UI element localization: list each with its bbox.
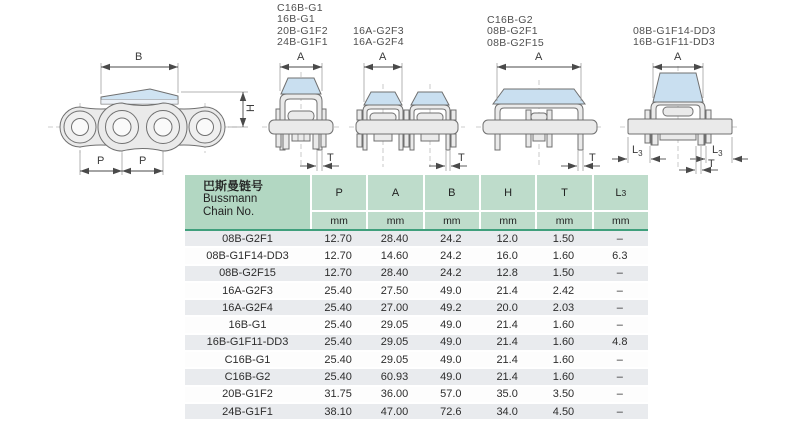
column-header-B: B mm bbox=[423, 175, 479, 229]
column-header-A: A mm bbox=[366, 175, 422, 229]
cell-t: 4.50 bbox=[552, 405, 575, 418]
table-body bbox=[185, 231, 648, 421]
cell-a: 29.05 bbox=[380, 319, 409, 332]
cell-l3: – bbox=[616, 388, 623, 401]
cell-p: 25.40 bbox=[324, 301, 352, 314]
extended-pin-bar bbox=[628, 119, 732, 134]
cell-t: 1.50 bbox=[552, 267, 575, 280]
pin-bar bbox=[356, 120, 458, 134]
dim-label-B: B bbox=[135, 51, 143, 63]
table-row bbox=[185, 369, 648, 386]
table-row bbox=[185, 352, 648, 369]
cell-t: 1.60 bbox=[552, 319, 575, 332]
dim-label-L3: $L_3$ bbox=[632, 144, 643, 159]
cell-p: 25.40 bbox=[324, 284, 352, 297]
dim-label-P: P bbox=[97, 155, 105, 167]
dim-label-A: A bbox=[535, 51, 543, 63]
cell-a: 27.50 bbox=[380, 284, 409, 297]
table-row bbox=[185, 300, 648, 317]
chain-model-group-4: 08B-G1F14-DD3 16B-G1F11-DD3 bbox=[633, 25, 716, 49]
cell-p: 25.40 bbox=[324, 319, 352, 332]
column-unit: mm bbox=[499, 214, 517, 227]
pin-bar bbox=[483, 120, 597, 134]
cell-t: 1.60 bbox=[552, 249, 575, 262]
column-unit: mm bbox=[612, 214, 630, 227]
cell-b: 49.0 bbox=[440, 284, 462, 297]
cell-h: 21.4 bbox=[496, 336, 518, 349]
cell-l3: – bbox=[616, 301, 623, 314]
cell-p: 25.40 bbox=[324, 371, 352, 384]
cell-chain-no: 16A-G2F3 bbox=[222, 284, 273, 297]
cell-chain-no: 08B-G1F14-DD3 bbox=[206, 249, 289, 262]
cell-l3: – bbox=[616, 284, 623, 297]
cell-b: 24.2 bbox=[440, 232, 462, 245]
table-row bbox=[185, 231, 648, 248]
diagram-side-view bbox=[48, 63, 248, 175]
cell-a: 47.00 bbox=[380, 405, 409, 418]
cell-l3: – bbox=[616, 319, 623, 332]
cell-h: 21.4 bbox=[496, 319, 518, 332]
cell-a: 28.40 bbox=[380, 267, 409, 280]
cell-l3: – bbox=[616, 267, 623, 280]
table-row bbox=[185, 404, 648, 421]
attachment-plate bbox=[281, 78, 321, 94]
spec-table bbox=[185, 175, 648, 421]
cell-t: 3.50 bbox=[552, 388, 575, 401]
cell-chain-no: C16B-G2 bbox=[224, 371, 271, 384]
cell-chain-no: 20B-G1F2 bbox=[222, 388, 273, 401]
cell-p: 25.40 bbox=[324, 336, 352, 349]
cell-h: 34.0 bbox=[496, 405, 518, 418]
cell-b: 49.0 bbox=[440, 371, 462, 384]
cell-l3: – bbox=[616, 232, 623, 245]
cell-h: 20.0 bbox=[496, 301, 518, 314]
cell-b: 24.2 bbox=[440, 249, 462, 262]
dim-label-H: H bbox=[244, 104, 257, 112]
chain-model-group-2: 16A-G2F3 16A-G2F4 bbox=[353, 25, 404, 49]
cell-h: 21.4 bbox=[496, 353, 518, 366]
cell-chain-no: 16B-G1 bbox=[228, 319, 267, 332]
column-unit: mm bbox=[555, 214, 574, 227]
cell-h: 12.0 bbox=[496, 232, 518, 245]
table-row bbox=[185, 266, 648, 283]
cell-a: 36.00 bbox=[380, 388, 409, 401]
chain-no-header-zh: 巴斯曼链号 bbox=[203, 179, 264, 193]
cell-h: 21.4 bbox=[496, 284, 518, 297]
column-header-T: T mm bbox=[535, 175, 591, 229]
cell-p: 31.75 bbox=[324, 388, 352, 401]
cell-h: 21.4 bbox=[496, 371, 518, 384]
column-unit: mm bbox=[386, 214, 405, 227]
cell-b: 57.0 bbox=[440, 388, 462, 401]
attachment-plate bbox=[411, 92, 449, 105]
diagram-xsect-g2-pair bbox=[349, 63, 467, 171]
cell-a: 29.05 bbox=[380, 353, 409, 366]
cell-t: 2.42 bbox=[552, 284, 575, 297]
cell-chain-no: 08B-G2F15 bbox=[219, 267, 276, 280]
dim-label-T: T bbox=[708, 158, 715, 170]
chain-no-header-en2: Chain No. bbox=[203, 205, 255, 218]
dim-label-A: A bbox=[379, 51, 387, 63]
dim-label-T: T bbox=[458, 152, 465, 164]
cell-chain-no: 08B-G2F1 bbox=[222, 232, 273, 245]
diagram-xsect-wide bbox=[476, 63, 604, 171]
cell-l3: 4.8 bbox=[612, 336, 628, 349]
table-header bbox=[185, 175, 648, 229]
cell-b: 49.0 bbox=[440, 353, 462, 366]
chain-model-group-3: C16B-G2 08B-G2F1 08B-G2F15 bbox=[487, 14, 544, 49]
dim-label-T: T bbox=[327, 152, 334, 164]
cell-a: 14.60 bbox=[380, 249, 409, 262]
attachment-plate bbox=[493, 89, 585, 104]
cell-t: 1.50 bbox=[552, 232, 575, 245]
cell-l3: 6.3 bbox=[612, 249, 628, 262]
cell-b: 49.0 bbox=[440, 336, 462, 349]
cell-t: 2.03 bbox=[552, 301, 575, 314]
dim-label-T: T bbox=[589, 152, 596, 164]
cell-p: 25.40 bbox=[324, 353, 352, 366]
cell-l3: – bbox=[616, 371, 623, 384]
cell-a: 60.93 bbox=[380, 371, 409, 384]
attachment-plate bbox=[653, 73, 703, 102]
dim-label-A: A bbox=[674, 51, 682, 63]
cell-chain-no: 16B-G1F11-DD3 bbox=[206, 336, 289, 349]
cell-l3: – bbox=[616, 405, 623, 418]
column-unit: mm bbox=[330, 214, 348, 227]
chain-no-header-cell bbox=[185, 175, 310, 229]
table-row bbox=[185, 248, 648, 265]
cell-chain-no: 16A-G2F4 bbox=[222, 301, 273, 314]
cell-chain-no: C16B-G1 bbox=[224, 353, 271, 366]
chain-model-group-1: C16B-G1 16B-G1 20B-G1F2 24B-G1F1 bbox=[277, 2, 328, 49]
chain-no-header-en1: Bussmann bbox=[203, 193, 258, 205]
cell-t: 1.60 bbox=[552, 353, 575, 366]
cell-h: 16.0 bbox=[496, 249, 518, 262]
cell-p: 38.10 bbox=[324, 405, 352, 418]
cell-h: 12.8 bbox=[496, 267, 518, 280]
attachment-plate bbox=[364, 92, 402, 105]
column-unit: mm bbox=[443, 214, 461, 227]
column-header-L3: L 3 mm bbox=[592, 175, 648, 229]
column-header-H: H mm bbox=[479, 175, 535, 229]
cell-a: 28.40 bbox=[380, 232, 409, 245]
cell-p: 12.70 bbox=[324, 249, 352, 262]
cell-l3: – bbox=[616, 353, 623, 366]
cell-t: 1.60 bbox=[552, 371, 575, 384]
table-row bbox=[185, 387, 648, 404]
cell-h: 35.0 bbox=[496, 388, 518, 401]
pin-bar bbox=[269, 120, 333, 134]
dim-label-A: A bbox=[297, 51, 305, 63]
cell-b: 24.2 bbox=[440, 267, 462, 280]
cell-chain-no: 24B-G1F1 bbox=[222, 405, 273, 418]
cell-p: 12.70 bbox=[324, 267, 352, 280]
table-row bbox=[185, 317, 648, 334]
cell-b: 49.0 bbox=[440, 319, 462, 332]
dim-label-P: P bbox=[139, 155, 147, 167]
table-row bbox=[185, 335, 648, 352]
column-header-P: P mm bbox=[310, 175, 366, 229]
cell-a: 27.00 bbox=[380, 301, 409, 314]
cell-p: 12.70 bbox=[324, 232, 352, 245]
dim-label-L3: $L_3$ bbox=[712, 144, 723, 159]
table-row bbox=[185, 283, 648, 300]
cell-b: 72.6 bbox=[440, 405, 462, 418]
cell-a: 29.05 bbox=[380, 336, 409, 349]
cell-t: 1.60 bbox=[552, 336, 575, 349]
cell-b: 49.2 bbox=[440, 301, 462, 314]
